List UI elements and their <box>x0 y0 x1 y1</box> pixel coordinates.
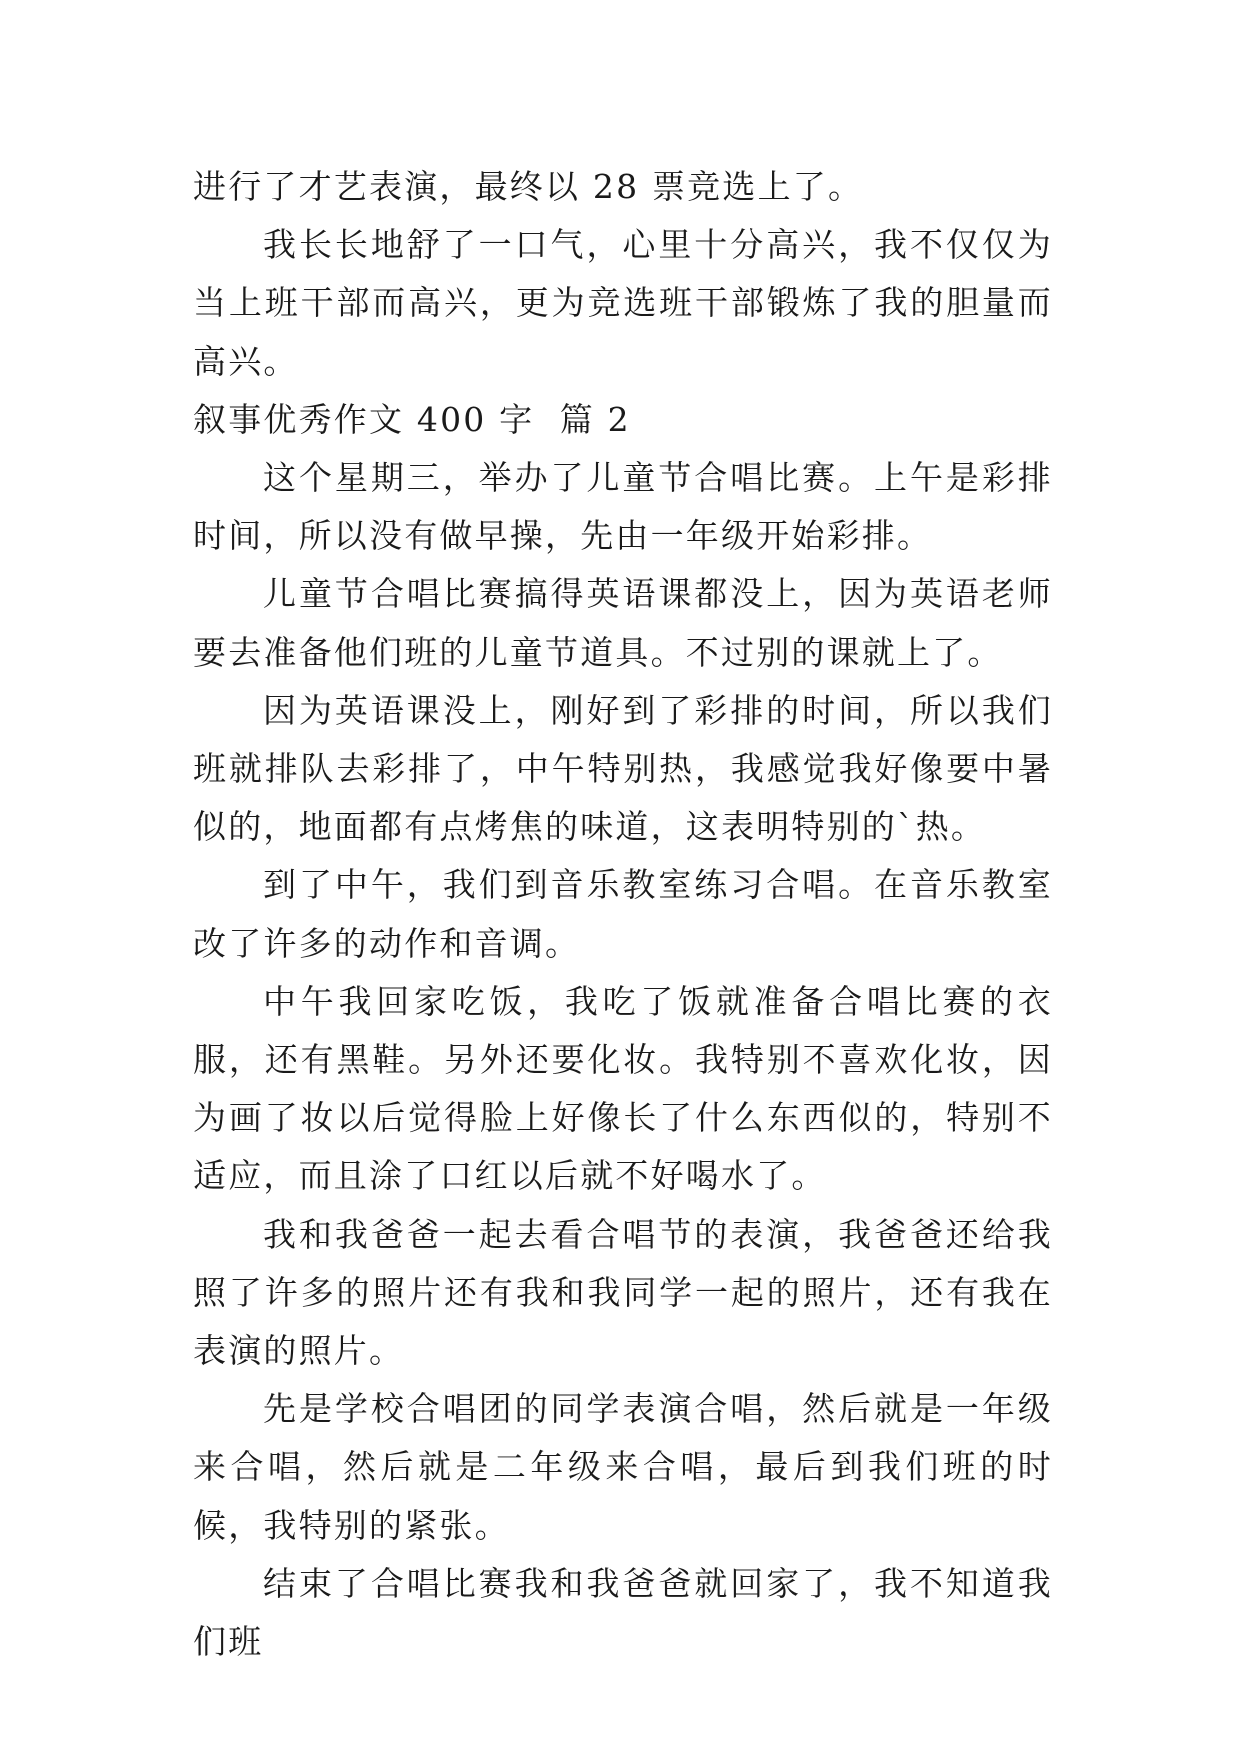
paragraph: 儿童节合唱比赛搞得英语课都没上，因为英语老师要去准备他们班的儿童节道具。不过别的课就上了。 <box>193 574 1053 672</box>
paragraph: 我和我爸爸一起去看合唱节的表演，我爸爸还给我照了许多的照片还有我和我同学一起的照片，还有我在表演的照片。 <box>193 1214 1053 1371</box>
paragraph: 我长长地舒了一口气，心里十分高兴，我不仅仅为当上班干部而高兴，更为竞选班干部锻炼了我的胆量而高兴。 <box>193 225 1053 381</box>
paragraph: 中午我回家吃饭，我吃了饭就准备合唱比赛的衣服，还有黑鞋。另外还要化妆。我特别不喜欢化妆，因为画了妆以后觉得脸上好像长了什么东西似的，特别不适应，而且涂了口红以后就不好喝水了。 <box>193 981 1053 1196</box>
paragraph-continuation: 进行了才艺表演，最终以 28 票竞选上了。 <box>193 167 864 206</box>
paragraph: 这个星期三，举办了儿童节合唱比赛。上午是彩排时间，所以没有做早操，先由一年级开始彩排。 <box>193 458 1053 556</box>
paragraph-truncated: 结束了合唱比赛我和我爸爸就回家了，我不知道我们班 <box>193 1563 1053 1662</box>
document-body <box>193 158 1053 1671</box>
paragraph: 到了中午，我们到音乐教室练习合唱。在音乐教室改了许多的动作和音调。 <box>193 865 1053 963</box>
section-heading: 叙事优秀作文 400 字 篇 2 <box>193 399 631 439</box>
paragraph: 因为英语课没上，刚好到了彩排的时间，所以我们班就排队去彩排了，中午特别热，我感觉我好像要中暑似的，地面都有点烤焦的味道，这表明特别的`热。 <box>193 690 1053 847</box>
paragraph: 先是学校合唱团的同学表演合唱，然后就是一年级来合唱，然后就是二年级来合唱，最后到我们班的时候，我特别的紧张。 <box>193 1389 1053 1545</box>
